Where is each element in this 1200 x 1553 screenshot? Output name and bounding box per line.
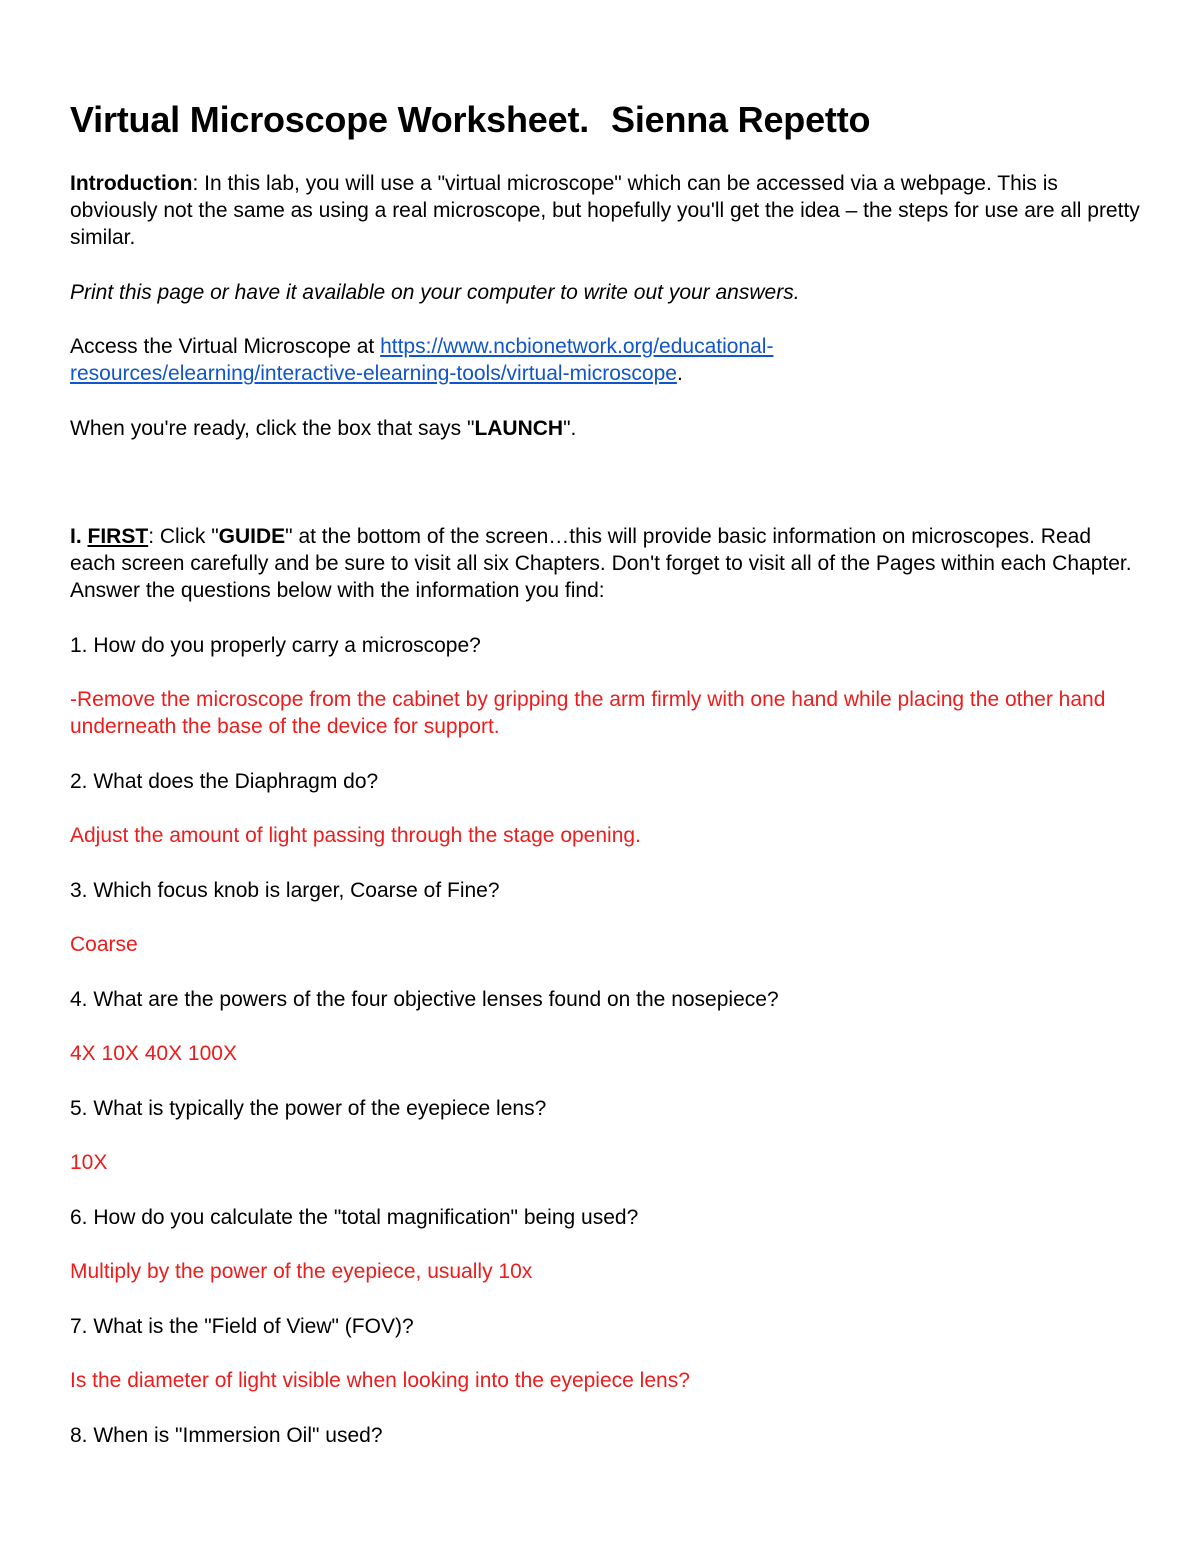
access-prefix: Access the Virtual Microscope at	[70, 335, 381, 358]
intro-text: : In this lab, you will use a "virtual microscope" which can be accessed via a webpage. This is obviously not the same as using a real microscope, but hopefully you'll get the idea – the steps for use are all pretty similar.	[70, 172, 1140, 249]
question-6: 6. How do you calculate the "total magnification" being used?	[70, 1206, 639, 1229]
launch-keyword: LAUNCH	[474, 417, 564, 440]
answer-3: Coarse	[70, 933, 138, 956]
section-numeral: I.	[70, 525, 88, 548]
question-3: 3. Which focus knob is larger, Coarse of Fine?	[70, 879, 500, 902]
answer-6: Multiply by the power of the eyepiece, usually 10x	[70, 1260, 533, 1283]
answer-1: -Remove the microscope from the cabinet by gripping the arm firmly with one hand while placing the other hand underneath the base of the device for support.	[70, 688, 1106, 738]
section-text: " at the bottom of the screen…this will provide basic information on microscopes. Read each screen carefully and be sure to visit all six Chapters. Don't forget to visit all of the Pages within each Chapter. Answer the questions below with the information you find:	[70, 525, 1132, 602]
print-note	[70, 279, 1140, 306]
question-2: 2. What does the Diaphragm do?	[70, 770, 379, 793]
link-line-2: resources/elearning/interactive-elearning-tools/virtual-microscope	[70, 362, 677, 385]
section-first-instructions	[70, 523, 1140, 604]
guide-keyword: GUIDE	[218, 525, 286, 548]
link-line-1: https://www.ncbionetwork.org/educational-	[380, 335, 774, 358]
title-main: Virtual Microscope Worksheet.	[70, 99, 590, 140]
answer-4: 4X 10X 40X 100X	[70, 1042, 237, 1065]
introduction-paragraph	[70, 170, 1140, 251]
question-4: 4. What are the powers of the four objective lenses found on the nosepiece?	[70, 988, 779, 1011]
launch-instruction	[70, 415, 1140, 442]
access-paragraph	[70, 333, 1140, 387]
intro-label: Introduction	[70, 172, 193, 195]
question-5: 5. What is typically the power of the eyepiece lens?	[70, 1097, 547, 1120]
answer-2: Adjust the amount of light passing through the stage opening.	[70, 824, 641, 847]
question-1: 1. How do you properly carry a microscope?	[70, 634, 481, 657]
answer-7: Is the diameter of light visible when looking into the eyepiece lens?	[70, 1369, 690, 1392]
access-suffix: .	[676, 362, 683, 385]
question-8: 8. When is "Immersion Oil" used?	[70, 1424, 383, 1447]
question-7: 7. What is the "Field of View" (FOV)?	[70, 1315, 414, 1338]
launch-prefix: When you're ready, click the box that says "	[70, 417, 475, 440]
launch-suffix: ".	[563, 417, 577, 440]
page-title	[70, 99, 1140, 141]
section-colon: : Click "	[148, 525, 219, 548]
author-name: Sienna Repetto	[611, 99, 871, 140]
answer-5: 10X	[70, 1151, 108, 1174]
print-note-text: Print this page or have it available on your computer to write out your answers.	[70, 281, 800, 304]
section-heading: FIRST	[87, 525, 149, 548]
